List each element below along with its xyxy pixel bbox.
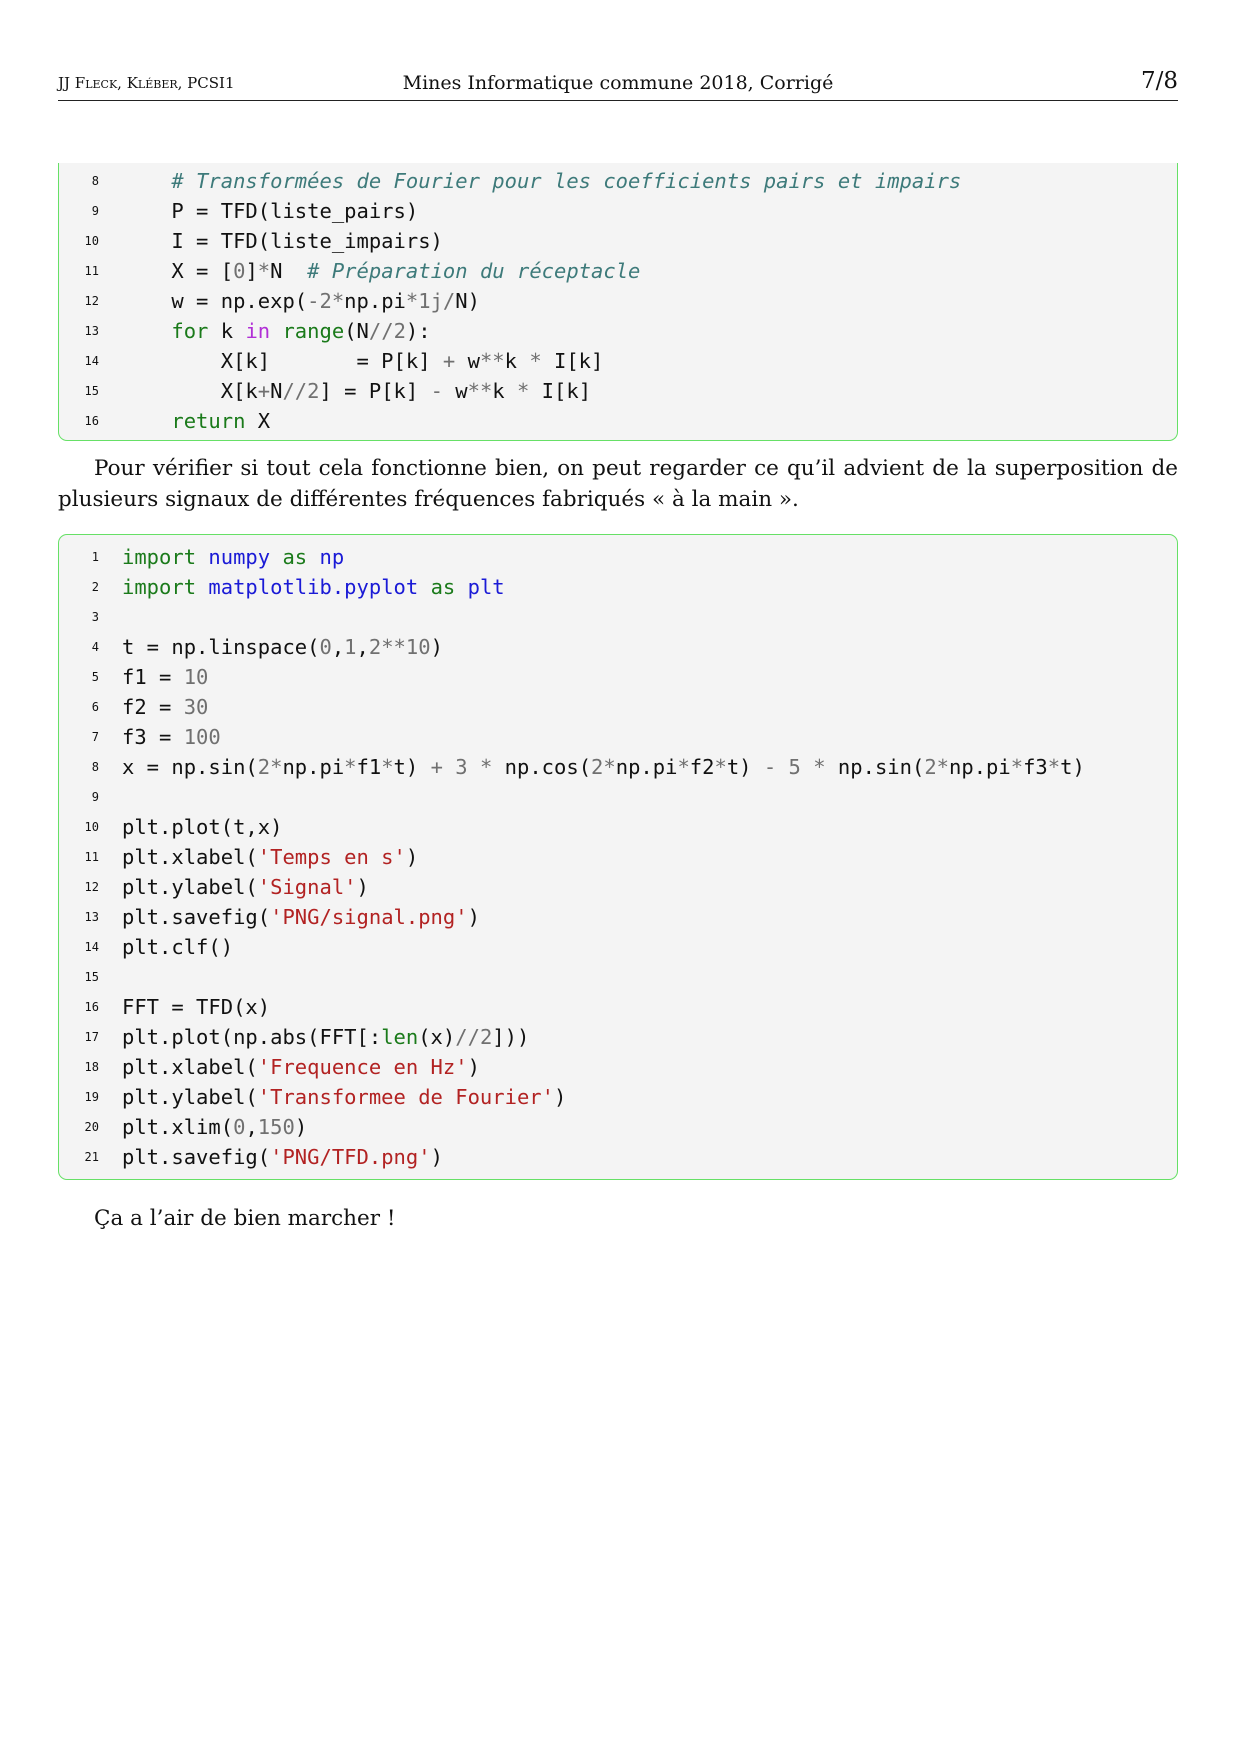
line-number: 10 bbox=[84, 234, 99, 248]
paragraph-intro: Pour vérifier si tout cela fonctionne bien, on peut regarder ce qu’il advient de la superposition de plusieurs signaux de différentes fréquences fabriqués « à la main ». bbox=[58, 456, 1178, 512]
code-line bbox=[59, 542, 1177, 572]
code-line bbox=[59, 226, 1177, 256]
line-number: 12 bbox=[84, 294, 99, 308]
line-number: 15 bbox=[84, 384, 99, 398]
line-number: 17 bbox=[84, 1030, 99, 1044]
code-text: plt.xlim(0,150) bbox=[122, 1115, 308, 1139]
code-text: x = np.sin(2*np.pi*f1*t) + 3 * np.cos(2*np.pi*f2*t) - 5 * np.sin(2*np.pi*f3*t) bbox=[122, 755, 1085, 779]
header-title: Mines Informatique commune 2018, Corrigé bbox=[402, 72, 834, 94]
code-block-test-signal bbox=[58, 534, 1178, 1180]
code-line bbox=[59, 256, 1177, 286]
line-number: 11 bbox=[84, 850, 99, 864]
code-text: f1 = 10 bbox=[122, 665, 209, 689]
paragraph-conclusion: Ça a l’air de bien marcher ! bbox=[94, 1206, 396, 1231]
code-line bbox=[59, 196, 1177, 226]
page-number: 7/8 bbox=[1140, 68, 1178, 94]
code-line bbox=[59, 842, 1177, 872]
code-text: plt.savefig('PNG/signal.png') bbox=[122, 905, 480, 929]
code-line bbox=[59, 1052, 1177, 1082]
code-line bbox=[59, 962, 1177, 992]
code-line bbox=[59, 346, 1177, 376]
code-text: X = [0]*N # Préparation du réceptacle bbox=[122, 259, 641, 283]
code-line bbox=[59, 872, 1177, 902]
line-number: 10 bbox=[84, 820, 99, 834]
line-number: 9 bbox=[91, 204, 99, 218]
code-line bbox=[59, 752, 1177, 782]
line-number: 19 bbox=[84, 1090, 99, 1104]
code-line bbox=[59, 572, 1177, 602]
code-text: f3 = 100 bbox=[122, 725, 221, 749]
line-number: 15 bbox=[84, 970, 99, 984]
code-line bbox=[59, 692, 1177, 722]
code-text: t = np.linspace(0,1,2**10) bbox=[122, 635, 443, 659]
line-number: 7 bbox=[91, 730, 99, 744]
code-block-tfd-end bbox=[58, 163, 1178, 441]
code-line bbox=[59, 1112, 1177, 1142]
line-number: 16 bbox=[84, 1000, 99, 1014]
line-number: 11 bbox=[84, 264, 99, 278]
code-text: I = TFD(liste_impairs) bbox=[122, 229, 443, 253]
line-number: 3 bbox=[91, 610, 99, 624]
line-number: 14 bbox=[84, 940, 99, 954]
line-number: 2 bbox=[91, 580, 99, 594]
line-number: 18 bbox=[84, 1060, 99, 1074]
code-text: plt.plot(np.abs(FFT[:len(x)//2])) bbox=[122, 1025, 530, 1049]
code-line bbox=[59, 632, 1177, 662]
line-number: 13 bbox=[84, 910, 99, 924]
code-line bbox=[59, 1082, 1177, 1112]
line-number: 8 bbox=[91, 760, 99, 774]
page-header bbox=[58, 68, 1178, 101]
code-text: FFT = TFD(x) bbox=[122, 995, 271, 1019]
code-line bbox=[59, 812, 1177, 842]
code-text: import numpy as np bbox=[122, 545, 345, 569]
code-text: f2 = 30 bbox=[122, 695, 209, 719]
line-number: 20 bbox=[84, 1120, 99, 1134]
line-number: 6 bbox=[91, 700, 99, 714]
line-number: 14 bbox=[84, 354, 99, 368]
code-line bbox=[59, 1022, 1177, 1052]
code-line bbox=[59, 602, 1177, 632]
code-text: plt.xlabel('Frequence en Hz') bbox=[122, 1055, 480, 1079]
code-text: plt.ylabel('Transformee de Fourier') bbox=[122, 1085, 567, 1109]
code-line bbox=[59, 902, 1177, 932]
code-line bbox=[59, 782, 1177, 812]
line-number: 8 bbox=[91, 174, 99, 188]
code-text: import matplotlib.pyplot as plt bbox=[122, 575, 505, 599]
code-line bbox=[59, 406, 1177, 436]
code-line bbox=[59, 1142, 1177, 1172]
code-line bbox=[59, 662, 1177, 692]
header-author: JJ Fleck, Kléber, PCSI1 bbox=[58, 74, 235, 92]
line-number: 5 bbox=[91, 670, 99, 684]
line-number: 4 bbox=[91, 640, 99, 654]
line-number: 9 bbox=[91, 790, 99, 804]
code-text: plt.plot(t,x) bbox=[122, 815, 283, 839]
line-number: 12 bbox=[84, 880, 99, 894]
code-text: plt.xlabel('Temps en s') bbox=[122, 845, 419, 869]
code-text: w = np.exp(-2*np.pi*1j/N) bbox=[122, 289, 480, 313]
code-text: # Transformées de Fourier pour les coefficients pairs et impairs bbox=[122, 169, 962, 193]
code-line bbox=[59, 992, 1177, 1022]
code-text: X[k] = P[k] + w**k * I[k] bbox=[122, 349, 604, 373]
line-number: 16 bbox=[84, 414, 99, 428]
line-number: 21 bbox=[84, 1150, 99, 1164]
code-text: return X bbox=[171, 409, 271, 433]
code-text: plt.savefig('PNG/TFD.png') bbox=[122, 1145, 443, 1169]
code-text: X[k+N//2] = P[k] - w**k * I[k] bbox=[122, 379, 592, 403]
code-line bbox=[59, 376, 1177, 406]
code-line bbox=[59, 166, 1177, 196]
code-line bbox=[59, 286, 1177, 316]
line-number: 13 bbox=[84, 324, 99, 338]
code-text: P = TFD(liste_pairs) bbox=[122, 199, 419, 223]
code-text: for k in range(N//2): bbox=[171, 319, 431, 343]
line-number: 1 bbox=[91, 550, 99, 564]
code-line bbox=[59, 316, 1177, 346]
code-line bbox=[59, 722, 1177, 752]
code-line bbox=[59, 932, 1177, 962]
code-text: plt.clf() bbox=[122, 935, 234, 959]
code-text: plt.ylabel('Signal') bbox=[122, 875, 369, 899]
